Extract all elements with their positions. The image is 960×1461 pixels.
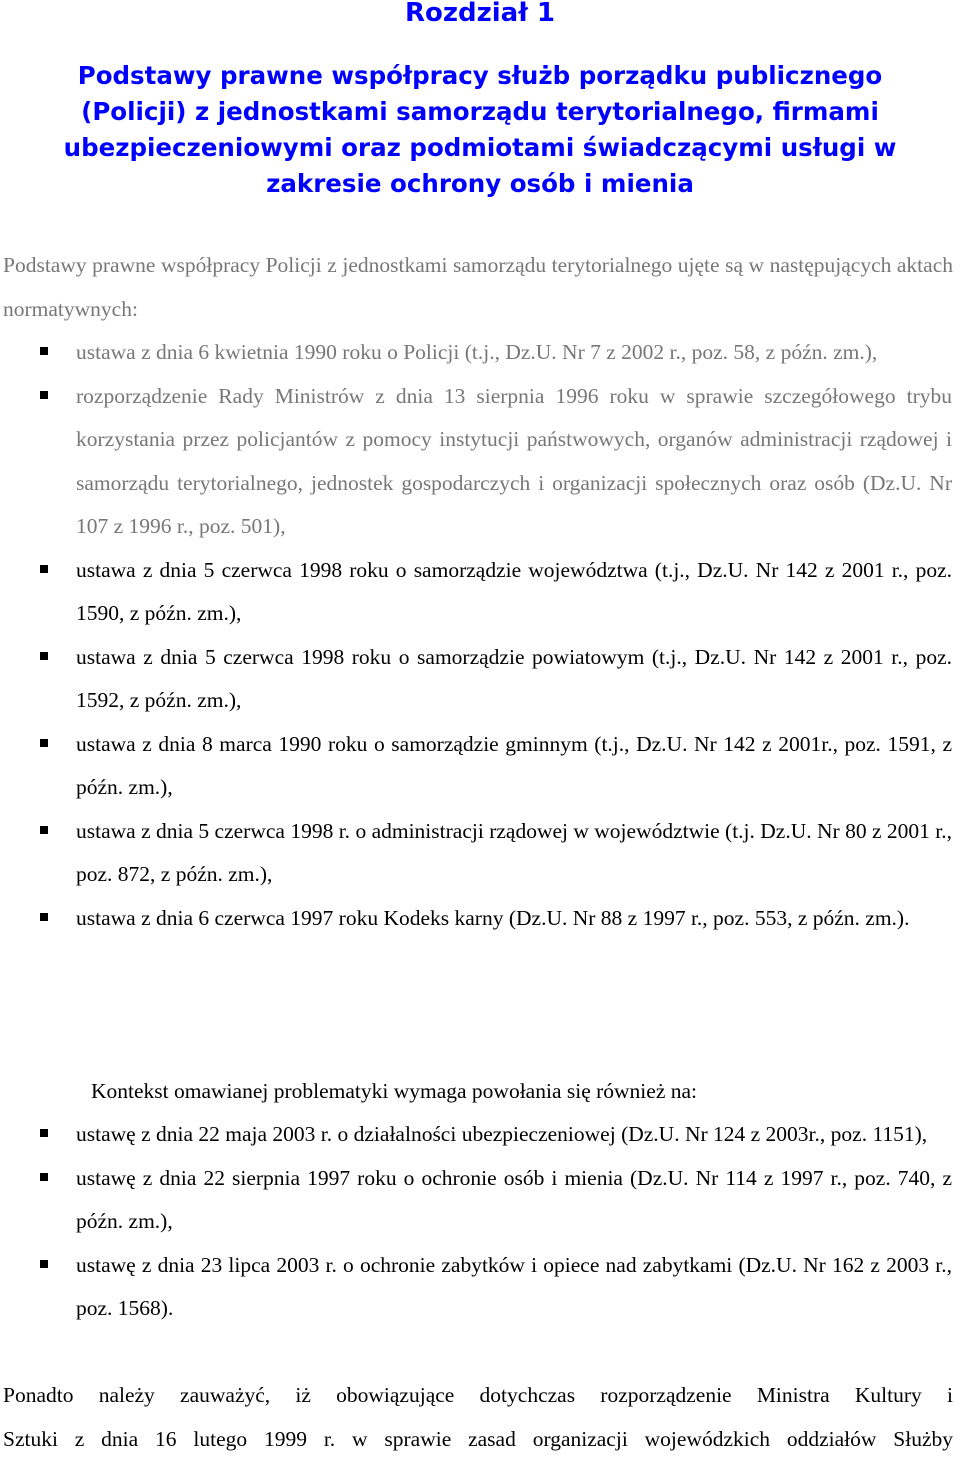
list-item <box>40 549 952 636</box>
list-item-text: ustawa z dnia 5 czerwca 1998 roku o samorządzie powiatowym (t.j., Dz.U. Nr 142 z 2001 r., poz. 1592, z późn. zm.), <box>76 645 952 713</box>
list-item-text: rozporządzenie Rady Ministrów z dnia 13 sierpnia 1996 roku w sprawie szczegółowego trybu korzystania przez policjantów z pomocy instytucji państwowych, organów administracji rządowej i samorządu terytorialnego, jednostek gospodarczych i organizacji społecznych oraz osób (Dz.U. Nr 107 z 1996 r., poz. 501), <box>76 384 952 539</box>
acts-list <box>40 331 952 940</box>
context-intro: Kontekst omawianej problematyki wymaga powołania się również na: <box>91 1070 951 1114</box>
list-item <box>40 1157 952 1244</box>
square-bullet-icon <box>40 739 48 747</box>
chapter-heading <box>0 58 960 202</box>
list-item-text: ustawa z dnia 6 czerwca 1997 roku Kodeks karny (Dz.U. Nr 88 z 1997 r., poz. 553, z późn. zm.). <box>76 906 909 930</box>
list-item-text: ustawa z dnia 6 kwietnia 1990 roku o Policji (t.j., Dz.U. Nr 7 z 2002 r., poz. 58, z późn. zm.), <box>76 340 877 364</box>
square-bullet-icon <box>40 1129 48 1137</box>
list-item <box>40 1113 952 1157</box>
context-acts-list <box>40 1113 952 1331</box>
list-item-text: ustawę z dnia 22 maja 2003 r. o działalności ubezpieczeniowej (Dz.U. Nr 124 z 2003r., poz. 1151), <box>76 1122 927 1146</box>
closing-paragraph <box>3 1374 953 1461</box>
list-item-text: ustawę z dnia 22 sierpnia 1997 roku o ochronie osób i mienia (Dz.U. Nr 114 z 1997 r., poz. 740, z późn. zm.), <box>76 1166 952 1234</box>
heading-line: (Policji) z jednostkami samorządu terytorialnego, firmami <box>0 94 960 130</box>
intro-paragraph: Podstawy prawne współpracy Policji z jednostkami samorządu terytorialnego ujęte są w następujących aktach normatywnych: <box>3 244 953 331</box>
list-item <box>40 636 952 723</box>
closing-line: Sztuki z dnia 16 lutego 1999 r. w sprawie zasad organizacji wojewódzkich oddziałów Służby <box>3 1418 953 1461</box>
heading-line: zakresie ochrony osób i mienia <box>0 166 960 202</box>
list-item <box>40 331 952 375</box>
square-bullet-icon <box>40 913 48 921</box>
list-item-text: ustawa z dnia 5 czerwca 1998 r. o administracji rządowej w województwie (t.j. Dz.U. Nr 80 z 2001 r., poz. 872, z późn. zm.), <box>76 819 952 887</box>
list-item <box>40 1244 952 1331</box>
list-item-text: ustawa z dnia 5 czerwca 1998 roku o samorządzie województwa (t.j., Dz.U. Nr 142 z 2001 r., poz. 1590, z późn. zm.), <box>76 558 952 626</box>
list-item <box>40 723 952 810</box>
square-bullet-icon <box>40 391 48 399</box>
square-bullet-icon <box>40 565 48 573</box>
square-bullet-icon <box>40 652 48 660</box>
square-bullet-icon <box>40 826 48 834</box>
square-bullet-icon <box>40 1173 48 1181</box>
list-item <box>40 375 952 549</box>
heading-line: Podstawy prawne współpracy służb porządku publicznego <box>0 58 960 94</box>
square-bullet-icon <box>40 347 48 355</box>
chapter-title: Rozdział 1 <box>0 0 960 30</box>
heading-line: ubezpieczeniowymi oraz podmiotami świadczącymi usługi w <box>0 130 960 166</box>
list-item-text: ustawa z dnia 8 marca 1990 roku o samorządzie gminnym (t.j., Dz.U. Nr 142 z 2001r., poz. 1591, z późn. zm.), <box>76 732 952 800</box>
list-item <box>40 897 952 941</box>
square-bullet-icon <box>40 1260 48 1268</box>
closing-line: Ponadto należy zauważyć, iż obowiązujące dotychczas rozporządzenie Ministra Kultury i <box>3 1374 953 1418</box>
list-item <box>40 810 952 897</box>
list-item-text: ustawę z dnia 23 lipca 2003 r. o ochronie zabytków i opiece nad zabytkami (Dz.U. Nr 162 z 2003 r., poz. 1568). <box>76 1253 952 1321</box>
